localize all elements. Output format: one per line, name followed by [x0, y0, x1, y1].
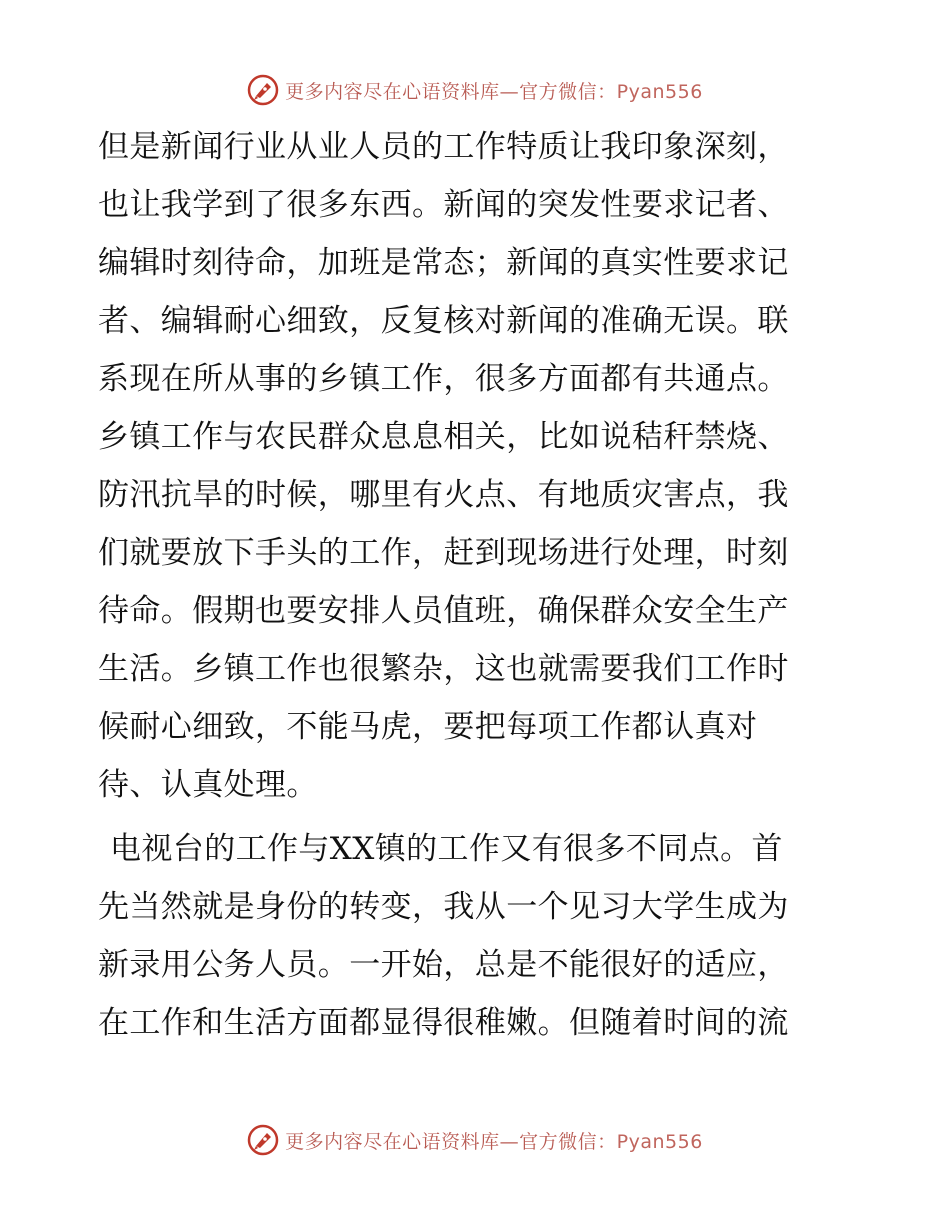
text-line: 生活。乡镇工作也很繁杂，这也就需要我们工作时 — [98, 651, 789, 687]
footer-banner-label: 更多内容尽在心语资料库—官方微信： — [285, 1130, 617, 1153]
text-line: 电视台的工作与XX镇的工作又有很多不同点。首 — [110, 831, 783, 867]
footer-banner — [0, 1120, 950, 1160]
text-line: 防汛抗旱的时候，哪里有火点、有地质灾害点，我 — [98, 477, 789, 513]
header-banner-label: 更多内容尽在心语资料库—官方微信： — [285, 80, 617, 103]
pen-nib-logo-icon — [247, 1124, 279, 1156]
text-line: 编辑时刻待命，加班是常态；新闻的真实性要求记 — [98, 245, 789, 281]
footer-banner-text — [285, 1127, 703, 1154]
text-line: 候耐心细致，不能马虎，要把每项工作都认真对 — [98, 709, 758, 745]
text-line: 乡镇工作与农民群众息息相关，比如说秸秆禁烧、 — [98, 419, 789, 455]
header-banner-text — [285, 77, 703, 104]
document-body — [98, 118, 852, 1052]
text-line: 系现在所从事的乡镇工作，很多方面都有共通点。 — [98, 361, 789, 397]
text-line: 先当然就是身份的转变，我从一个见习大学生成为 — [98, 889, 789, 925]
text-line: 们就要放下手头的工作，赶到现场进行处理，时刻 — [98, 535, 789, 571]
pen-nib-logo-icon — [247, 74, 279, 106]
text-line: 在工作和生活方面都显得很稚嫩。但随着时间的流 — [98, 1005, 789, 1041]
footer-wechat-id: Pyan556 — [616, 1130, 703, 1153]
text-line: 待、认真处理。 — [98, 767, 318, 803]
text-line: 待命。假期也要安排人员值班，确保群众安全生产 — [98, 593, 789, 629]
text-line: 但是新闻行业从业人员的工作特质让我印象深刻， — [98, 129, 789, 165]
header-banner — [0, 70, 950, 110]
text-line: 也让我学到了很多东西。新闻的突发性要求记者、 — [98, 187, 789, 223]
text-line: 者、编辑耐心细致，反复核对新闻的准确无误。联 — [98, 303, 789, 339]
text-line: 新录用公务人员。一开始，总是不能很好的适应， — [98, 947, 789, 983]
header-wechat-id: Pyan556 — [616, 80, 703, 103]
